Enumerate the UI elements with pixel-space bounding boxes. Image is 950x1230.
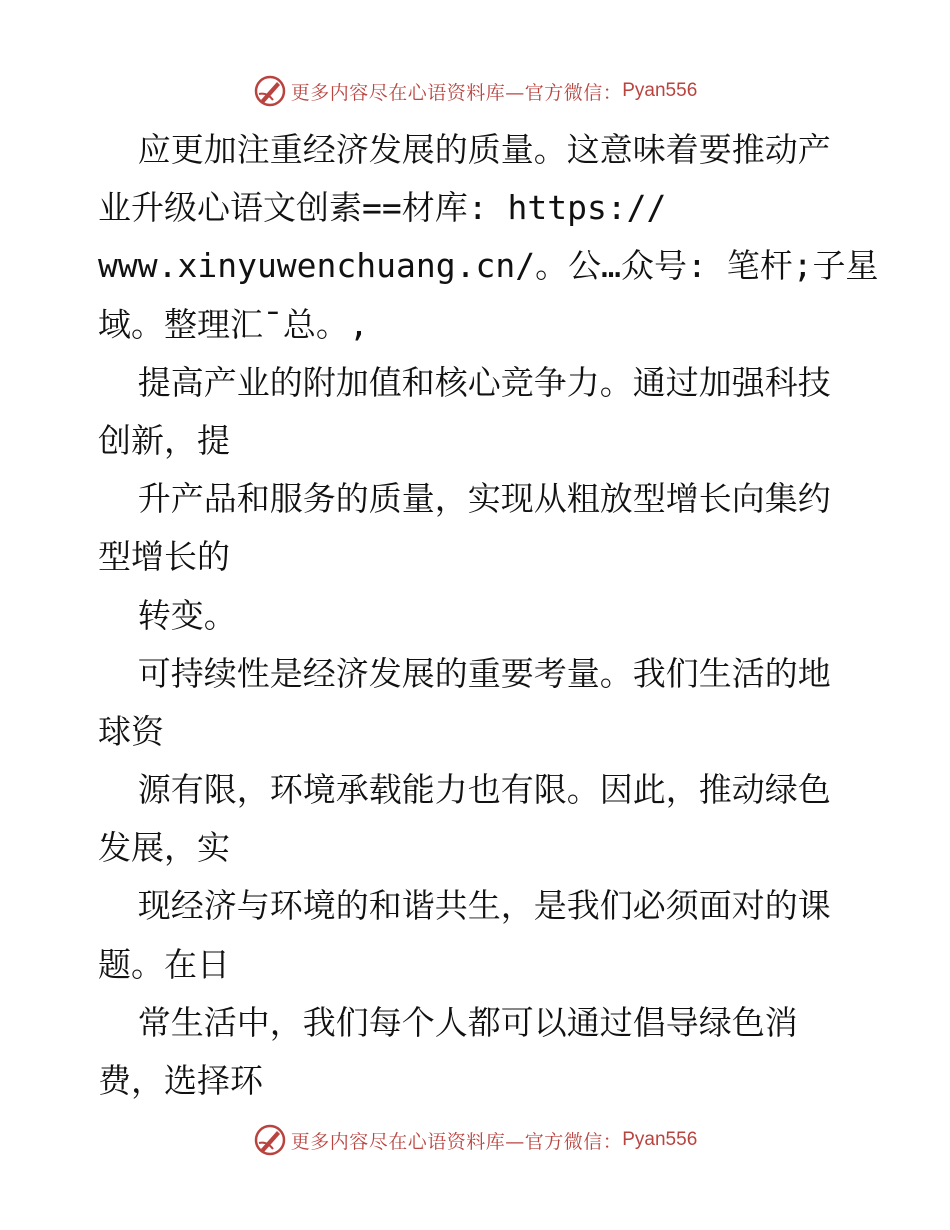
text-line: 提高产业的附加值和核心竞争力。通过加强科技 (98, 362, 831, 402)
footer-banner (0, 1120, 950, 1160)
text-line: 域。整理汇¯总。, (98, 304, 369, 344)
text-line: 型增长的 (98, 537, 230, 577)
text-line: www.xinyuwenchuang.cn/。公…众号: 笔杆;子星 (98, 246, 879, 286)
text-line: 应更加注重经济发展的质量。这意味着要推动产 (98, 130, 831, 169)
footer-wechat-id: Pyan556 (622, 1129, 698, 1150)
header-banner (0, 71, 950, 111)
text-line: 发展，实 (98, 828, 230, 868)
text-line: 题。在日 (98, 944, 230, 984)
text-line: 转变。 (98, 595, 237, 635)
text-line: 升产品和服务的质量，实现从粗放型增长向集约 (98, 479, 831, 519)
text-line: 业升级心语文创素==材库: https:// (98, 188, 667, 228)
document-body (98, 121, 879, 1110)
text-line: 现经济与环境的和谐共生，是我们必须面对的课 (98, 886, 831, 926)
text-line: 源有限，环境承载能力也有限。因此，推动绿色 (98, 770, 831, 810)
text-line: 费，选择环 (98, 1061, 263, 1100)
text-line: 可持续性是经济发展的重要考量。我们生活的地 (98, 653, 831, 693)
text-line: 球资 (98, 711, 164, 751)
quill-pen-logo-icon (253, 74, 287, 108)
header-wechat-id: Pyan556 (622, 80, 698, 101)
text-line: 常生活中，我们每个人都可以通过倡导绿色消 (98, 1002, 798, 1042)
footer-banner-text: 更多内容尽在心语资料库—官方微信： (290, 1130, 623, 1153)
text-line: 创新，提 (98, 420, 230, 460)
quill-pen-logo-icon (253, 1123, 287, 1157)
header-banner-text: 更多内容尽在心语资料库—官方微信： (290, 81, 623, 104)
